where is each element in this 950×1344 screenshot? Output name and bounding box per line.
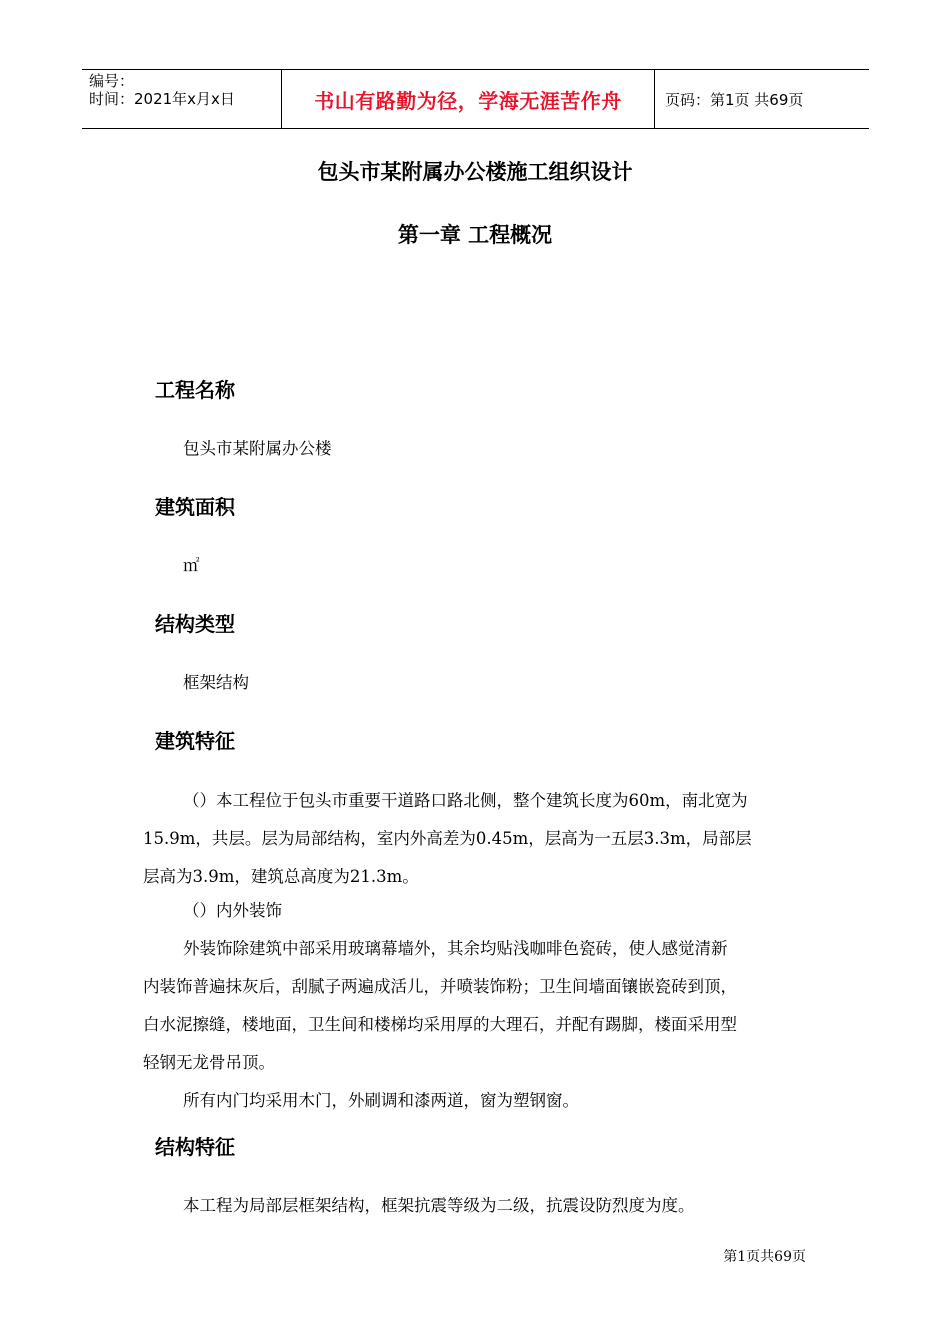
building-area-value: ㎡ [183, 556, 200, 575]
decoration-line: 轻钢无龙骨吊顶。 [143, 1053, 275, 1072]
header-motto-cell [282, 70, 655, 128]
section-heading-structure-type: 结构类型 [155, 612, 235, 636]
decoration-line: 白水泥擦缝，楼地面，卫生间和楼梯均采用厚的大理石，并配有踢脚，楼面采用型 [143, 1015, 737, 1034]
structural-features-paragraph [143, 1187, 813, 1225]
structure-type-value: 框架结构 [183, 673, 249, 692]
building-features-line: （）本工程位于包头市重要干道路口路北侧，整个建筑长度为60m，南北宽为 [183, 791, 748, 810]
building-features-paragraph [143, 782, 813, 896]
document-number-label: 编号： [89, 72, 135, 90]
header-page-info: 页码：第1页 共69页 [665, 90, 804, 109]
section-heading-structural-features: 结构特征 [155, 1135, 235, 1159]
project-name-value: 包头市某附属办公楼 [183, 439, 332, 458]
decoration-line: 内装饰普遍抹灰后，刮腻子两遍成活儿，并喷装饰粉；卫生间墙面镶嵌瓷砖到顶， [143, 977, 737, 996]
structure-type-paragraph [143, 664, 813, 702]
chapter-title: 第一章 工程概况 [397, 223, 553, 247]
page-header [82, 69, 869, 129]
header-motto: 书山有路勤为径，学海无涯苦作舟 [314, 88, 622, 113]
decoration-subheading: （）内外装饰 [183, 901, 282, 920]
document-title: 包头市某附属办公楼施工组织设计 [317, 160, 633, 184]
building-area-paragraph [143, 547, 813, 585]
document-time-label: 时间：2021年x月x日 [89, 90, 235, 108]
header-page-cell [655, 70, 869, 128]
header-meta-cell [82, 70, 282, 128]
section-heading-building-features: 建筑特征 [155, 729, 235, 753]
building-features-line: 层高为3.9m，建筑总高度为21.3m。 [143, 867, 419, 886]
structural-features-line: 本工程为局部层框架结构，框架抗震等级为二级，抗震设防烈度为度。 [183, 1196, 695, 1215]
page-footer-number: 第1页共69页 [723, 1249, 806, 1265]
decoration-paragraph [143, 892, 813, 1120]
doors-windows-line: 所有内门均采用木门，外刷调和漆两道，窗为塑钢窗。 [183, 1091, 579, 1110]
building-features-line: 15.9m，共层。层为局部结构，室内外高差为0.45m，层高为一五层3.3m，局部层 [143, 829, 752, 848]
section-heading-project-name: 工程名称 [155, 378, 235, 402]
decoration-line: 外装饰除建筑中部采用玻璃幕墙外，其余均贴浅咖啡色瓷砖，使人感觉清新 [183, 939, 728, 958]
section-heading-building-area: 建筑面积 [155, 495, 235, 519]
project-name-paragraph [143, 430, 813, 468]
